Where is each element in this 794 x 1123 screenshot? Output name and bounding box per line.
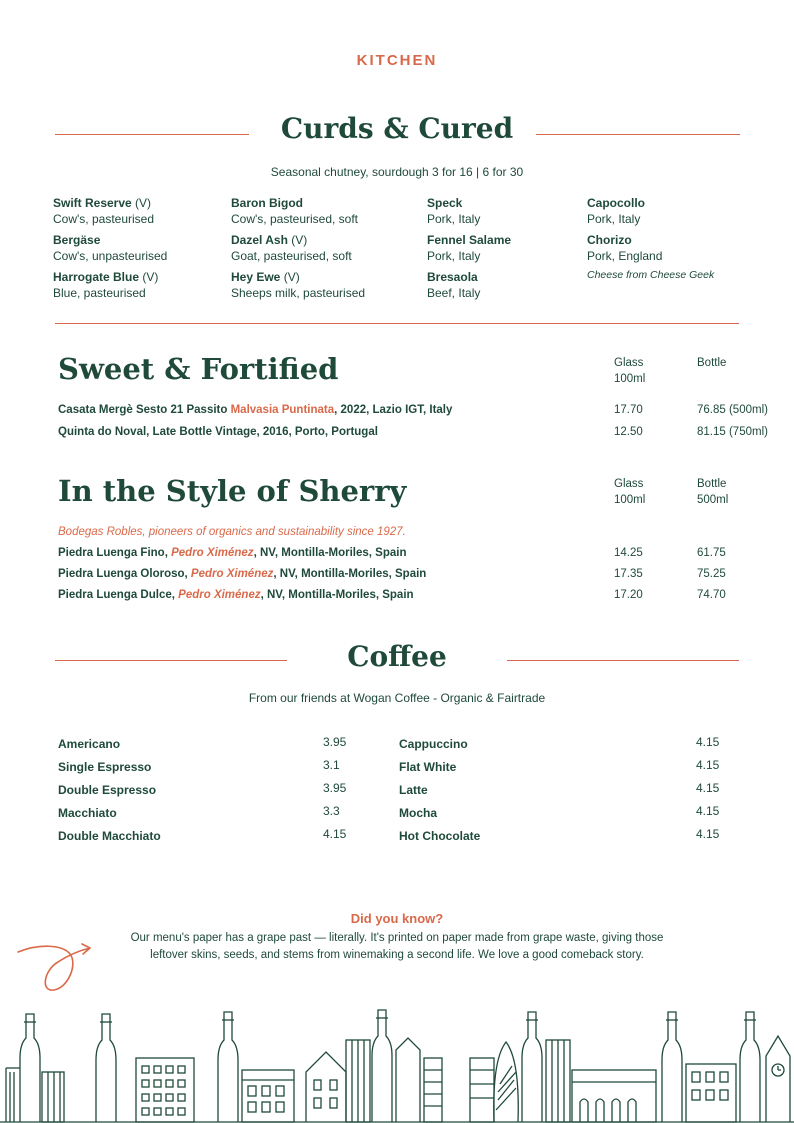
bottle-price: 75.25: [697, 568, 726, 580]
glass-price: 12.50: [614, 426, 643, 438]
coffee-price: 4.15: [323, 827, 347, 841]
curds-item: Chorizo Pork, England: [587, 233, 663, 263]
coffee-price: 3.95: [323, 781, 347, 795]
coffee-subtitle: From our friends at Wogan Coffee - Organic & Fairtrade: [248, 691, 546, 705]
bottle-price: 76.85 (500ml): [697, 404, 768, 416]
cheese-note: Cheese from Cheese Geek: [587, 269, 715, 281]
bottle-header: Bottle: [697, 357, 727, 369]
glass-header: Glass 100ml: [614, 478, 646, 506]
divider-full: [55, 323, 739, 324]
curds-item: Bresaola Beef, Italy: [427, 270, 481, 300]
curds-title: Curds & Cured: [280, 112, 514, 145]
coffee-item: Double Macchiato: [58, 829, 161, 843]
city-skyline-illustration: [0, 1000, 794, 1123]
curds-item: Capocollo Pork, Italy: [587, 196, 646, 226]
curds-item: Bergäse Cow's, unpasteurised: [53, 233, 168, 263]
coffee-item: Hot Chocolate: [399, 829, 481, 843]
sweet-title: Sweet & Fortified: [58, 352, 339, 386]
curds-item: Swift Reserve (V) Cow's, pasteurised: [53, 196, 155, 226]
coffee-price: 4.15: [696, 827, 720, 841]
curds-item: Dazel Ash (V) Goat, pasteurised, soft: [231, 233, 352, 263]
coffee-item: Cappuccino: [399, 737, 468, 751]
coffee-item: Flat White: [399, 760, 457, 774]
glass-price: 17.35: [614, 568, 643, 580]
curds-item: Speck Pork, Italy: [427, 196, 481, 226]
glass-price: 17.20: [614, 589, 643, 601]
did-you-know-body: Our menu's paper has a grape past — literally. It's printed on paper made from grape waste, giving those leftover skins, seeds, and stems from winemaking a second life. We love a good comeback story.: [130, 932, 664, 961]
bottle-price: 74.70: [697, 589, 726, 601]
wine-name: Quinta do Noval, Late Bottle Vintage, 2016, Porto, Portugal: [58, 426, 378, 438]
coffee-item: Latte: [399, 783, 428, 797]
coffee-price: 4.15: [696, 758, 720, 772]
coffee-item: Double Espresso: [58, 783, 157, 797]
curds-item: Hey Ewe (V) Sheeps milk, pasteurised: [231, 270, 366, 300]
coffee-price: 3.1: [323, 758, 340, 772]
wine-name: Piedra Luenga Fino, Pedro Ximénez, NV, Montilla-Moriles, Spain: [58, 547, 407, 559]
bottle-price: 61.75: [697, 547, 726, 559]
wine-name: Piedra Luenga Dulce, Pedro Ximénez, NV, Montilla-Moriles, Spain: [58, 589, 414, 601]
coffee-item: Americano: [58, 737, 121, 751]
did-you-know-title: Did you know?: [350, 911, 444, 926]
coffee-price: 4.15: [696, 735, 720, 749]
coffee-title: Coffee: [347, 640, 447, 673]
wine-name: Casata Mergè Sesto 21 Passito Malvasia Puntinata, 2022, Lazio IGT, Italy: [58, 404, 453, 416]
coffee-item: Single Espresso: [58, 760, 152, 774]
sherry-title: In the Style of Sherry: [58, 474, 407, 508]
bottle-header: Bottle 500ml: [697, 478, 729, 506]
coffee-price: 4.15: [696, 781, 720, 795]
curds-item: Fennel Salame Pork, Italy: [427, 233, 512, 263]
glass-price: 14.25: [614, 547, 643, 559]
coffee-price: 4.15: [696, 804, 720, 818]
sherry-intro: Bodegas Robles, pioneers of organics and sustainability since 1927.: [58, 526, 406, 538]
kitchen-header: KITCHEN: [356, 52, 438, 69]
bottle-price: 81.15 (750ml): [697, 426, 768, 438]
curds-subtitle: Seasonal chutney, sourdough 3 for 16 | 6 for 30: [270, 165, 524, 179]
glass-header: Glass 100ml: [614, 357, 646, 385]
coffee-price: 3.95: [323, 735, 347, 749]
curds-item: Harrogate Blue (V) Blue, pasteurised: [53, 270, 159, 300]
coffee-item: Macchiato: [58, 806, 117, 820]
glass-price: 17.70: [614, 404, 643, 416]
curds-item: Baron Bigod Cow's, pasteurised, soft: [231, 196, 359, 226]
wine-name: Piedra Luenga Oloroso, Pedro Ximénez, NV, Montilla-Moriles, Spain: [58, 568, 427, 580]
coffee-price: 3.3: [323, 804, 340, 818]
curly-arrow-icon: [16, 940, 94, 996]
coffee-item: Mocha: [399, 806, 438, 820]
